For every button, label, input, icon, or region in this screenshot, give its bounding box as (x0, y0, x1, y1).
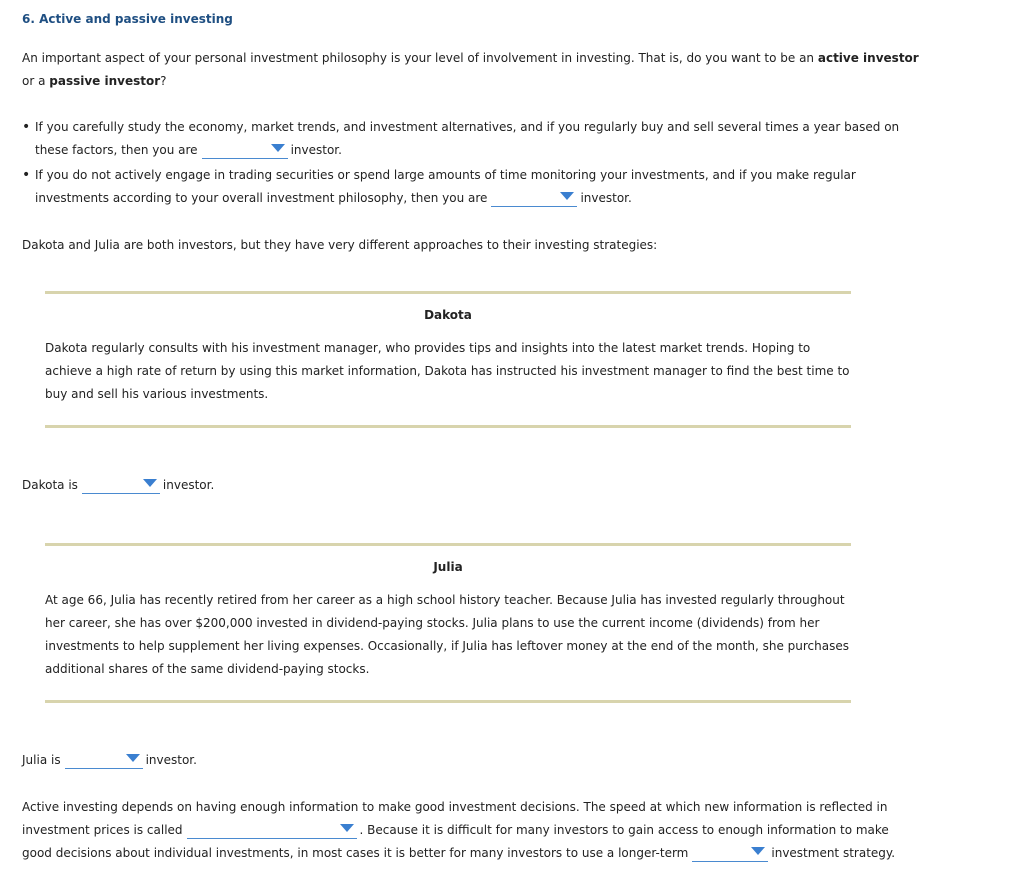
strategy-type-dropdown[interactable] (692, 843, 768, 862)
caret-down-icon (126, 754, 140, 762)
divider (45, 700, 851, 703)
intro-paragraph: An important aspect of your personal investment philosophy is your level of involvement in investing. That is, do you want to be an active investor or a passive investor? (22, 51, 919, 88)
investor-type-dropdown-1[interactable] (202, 140, 288, 159)
julia-heading: Julia (433, 560, 463, 574)
caret-down-icon (340, 824, 354, 832)
julia-panel (45, 543, 851, 703)
julia-description: At age 66, Julia has recently retired from her career as a high school history teacher. Because Julia has invested regularly throughout her career, she has over $200,000 invested in dividend-paying stocks. Julia plans to use the current income (dividends) from her investments to help supplement her living expenses. Occasionally, if Julia has leftover money at the end of the month, she purchases additional shares of the same dividend-paying stocks. (45, 593, 849, 676)
bullet-item-active: • If you carefully study the economy, market trends, and investment alternatives, and if you regularly buy and sell several times a year based on these factors, then you are investor. (22, 116, 922, 162)
investor-type-dropdown-2[interactable] (491, 188, 577, 207)
comparison-intro: Dakota and Julia are both investors, but they have very different approaches to their investing strategies: (22, 238, 658, 252)
dakota-description: Dakota regularly consults with his investment manager, who provides tips and insights into the latest market trends. Hoping to achieve a high rate of return by using this market information, Dakota has instructed his investment manager to find the best time to buy and sell his various investments. (45, 341, 850, 401)
question-page (22, 6, 922, 865)
question-title: 6. Active and passive investing (22, 12, 233, 26)
caret-down-icon (271, 144, 285, 152)
final-paragraph: Active investing depends on having enough information to make good investment decisions. The speed at which new information is reflected in investment prices is called . Because it is difficult for many investors to gain access to enough information to make good decisions about individual investments, in most cases it is better for many investors to use a longer-term investment strategy. (22, 800, 896, 860)
dakota-heading: Dakota (424, 308, 472, 322)
julia-question: Julia is investor. (22, 749, 922, 772)
caret-down-icon (560, 192, 574, 200)
active-investor-term: active investor (817, 51, 919, 65)
dakota-panel (45, 291, 851, 428)
dakota-question: Dakota is investor. (22, 474, 922, 497)
passive-investor-term: passive investor (49, 74, 161, 88)
dakota-investor-dropdown[interactable] (82, 475, 160, 494)
caret-down-icon (751, 847, 765, 855)
bullet-list (22, 116, 922, 210)
julia-investor-dropdown[interactable] (65, 750, 143, 769)
bullet-item-passive: • If you do not actively engage in trading securities or spend large amounts of time monitoring your investments, and if you make regular investments according to your overall investment philosophy, then you are investor. (22, 164, 922, 210)
divider (45, 425, 851, 428)
market-efficiency-dropdown[interactable] (187, 820, 357, 839)
caret-down-icon (143, 479, 157, 487)
